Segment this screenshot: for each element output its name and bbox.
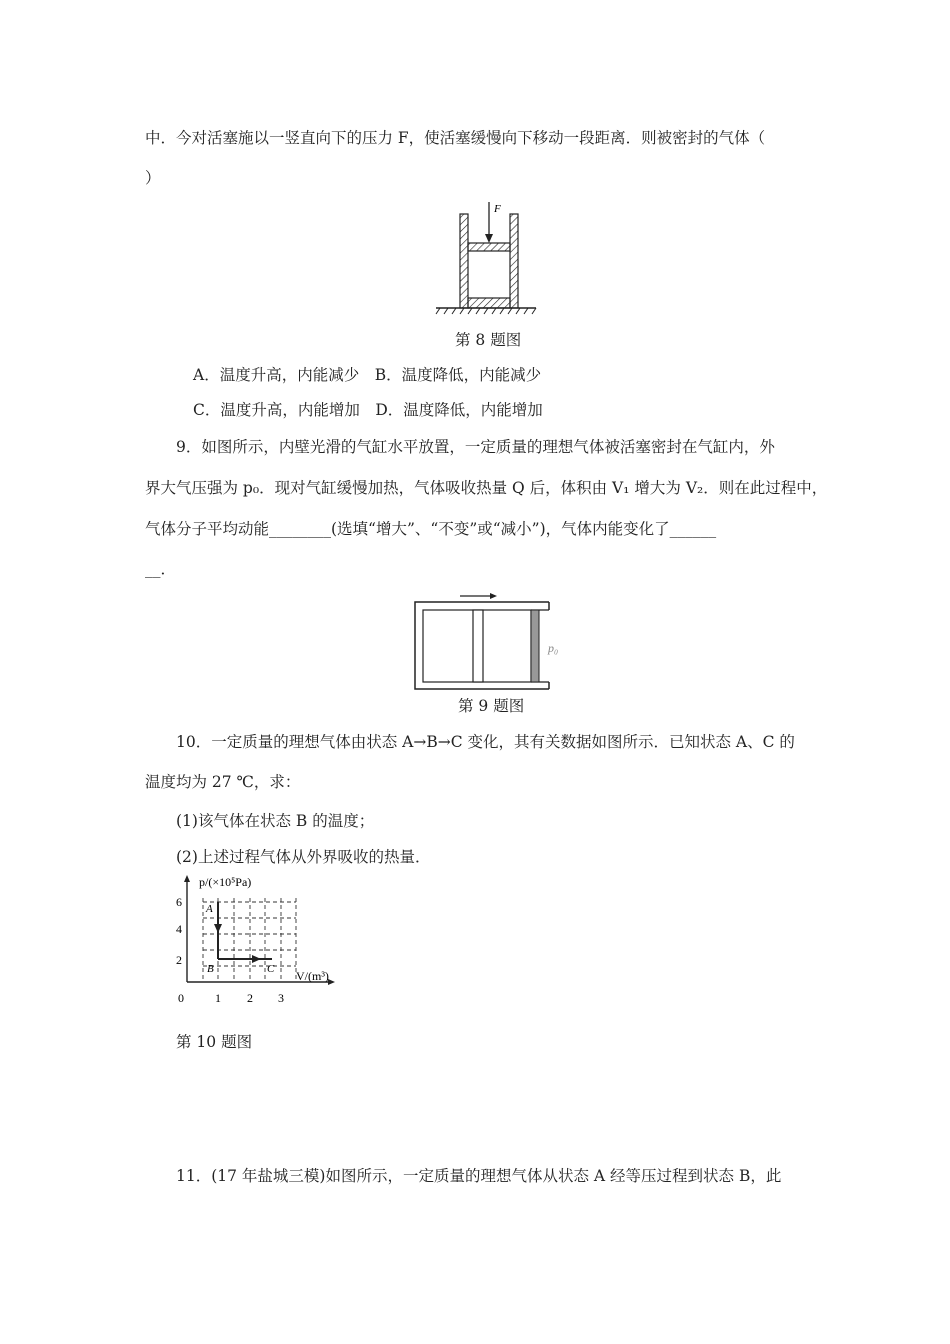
y-tick-6: 6 bbox=[176, 895, 182, 909]
x-tick-2: 2 bbox=[247, 991, 253, 1005]
force-label: F bbox=[494, 203, 501, 215]
q8-text-line-1: 中．今对活塞施以一竖直向下的压力 F，使活塞缓慢向下移动一段距离．则被密封的气体（ bbox=[145, 129, 766, 147]
q9-figure-caption: 第 9 题图 bbox=[458, 697, 525, 715]
q10-figure-caption: 第 10 题图 bbox=[176, 1033, 253, 1051]
origin-label: 0 bbox=[178, 991, 184, 1005]
q8-options-a-b: A．温度升高，内能减少 B．温度降低，内能减少 bbox=[193, 366, 542, 384]
point-a-label: A bbox=[206, 903, 213, 915]
y-tick-4: 4 bbox=[176, 922, 182, 936]
q9-horizontal-cylinder-figure bbox=[410, 588, 570, 694]
q10-pv-graph bbox=[172, 872, 352, 1012]
y-axis-label: p/(×10⁵Pa) bbox=[199, 875, 252, 889]
q10-subquestion-2: (2)上述过程气体从外界吸收的热量． bbox=[176, 848, 431, 866]
q10-text-line-1: 10．一定质量的理想气体由状态 A→B→C 变化，其有关数据如图所示．已知状态 A、C 的 bbox=[176, 733, 795, 751]
x-tick-1: 1 bbox=[215, 991, 221, 1005]
q11-text-line-1: 11．(17 年盐城三模)如图所示，一定质量的理想气体从状态 A 经等压过程到状态 B，此 bbox=[176, 1167, 782, 1185]
y-tick-2: 2 bbox=[176, 953, 182, 967]
q9-text-line-1: 9．如图所示，内壁光滑的气缸水平放置，一定质量的理想气体被活塞密封在气缸内，外 bbox=[176, 438, 775, 456]
q9-text-line-4: __． bbox=[145, 560, 177, 578]
point-c-label: C bbox=[267, 963, 275, 975]
q8-options-c-d: C．温度升高，内能增加 D．温度降低，内能增加 bbox=[193, 401, 543, 419]
q10-text-line-2: 温度均为 27 ℃，求： bbox=[145, 773, 301, 791]
x-axis-label: V/(m³) bbox=[296, 969, 329, 983]
q9-text-line-2: 界大气压强为 p₀．现对气缸缓慢加热，气体吸收热量 Q 后，体积由 V₁ 增大为 V₂．则在此过程中， bbox=[145, 479, 828, 497]
pressure-label: p₀ bbox=[548, 641, 559, 655]
q9-text-line-3: 气体分子平均动能________(选填“增大”、“不变”或“减小”)，气体内能变化了______ bbox=[145, 520, 717, 538]
q8-cylinder-figure bbox=[430, 198, 540, 318]
q10-subquestion-1: (1)该气体在状态 B 的温度； bbox=[176, 812, 375, 830]
point-b-label: B bbox=[207, 963, 214, 975]
q8-text-line-2: ） bbox=[145, 169, 161, 187]
x-tick-3: 3 bbox=[278, 991, 284, 1005]
q8-figure-caption: 第 8 题图 bbox=[455, 331, 522, 349]
